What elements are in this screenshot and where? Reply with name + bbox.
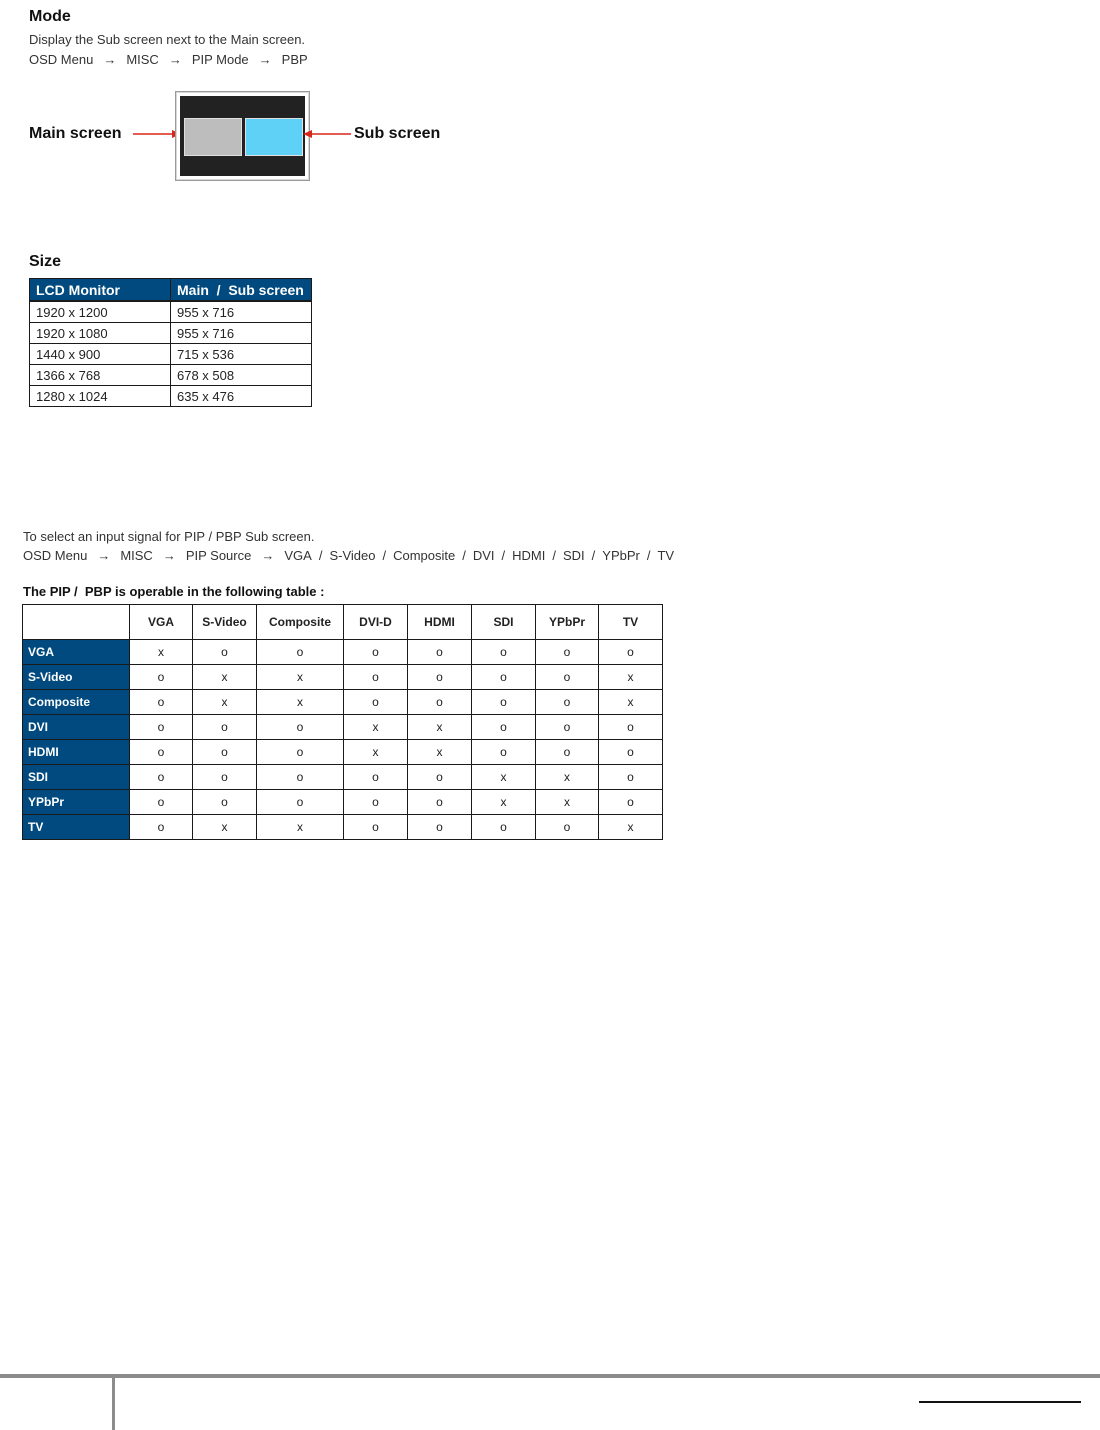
compat-cell: x xyxy=(344,715,408,740)
compat-cell: o xyxy=(599,640,663,665)
window-size: 955 x 716 xyxy=(171,323,312,344)
sub-screen-pane xyxy=(245,118,303,156)
window-size: 715 x 536 xyxy=(171,344,312,365)
compat-cell: o xyxy=(344,815,408,840)
table-row xyxy=(23,640,663,665)
compat-cell: o xyxy=(472,690,536,715)
table-row xyxy=(23,790,663,815)
compat-cell: x xyxy=(193,665,257,690)
main-screen-label: Main screen xyxy=(29,125,122,142)
source-option: YPbPr xyxy=(602,548,640,563)
slash-separator: / xyxy=(501,548,506,563)
compat-cell: o xyxy=(408,690,472,715)
compat-cell: o xyxy=(472,740,536,765)
corner-sub-label: Sub xyxy=(98,607,123,622)
path-step: PIP Mode xyxy=(191,52,249,67)
size-heading: Size xyxy=(29,253,62,270)
slash-separator: / xyxy=(382,548,387,563)
corner-header-cell xyxy=(23,605,130,640)
compat-cell: o xyxy=(257,715,344,740)
table-row xyxy=(23,690,663,715)
col-header: SDI xyxy=(472,605,536,640)
arrow-icon: → xyxy=(258,52,272,67)
arrow-icon: → xyxy=(103,52,117,67)
path-step: MISC xyxy=(120,548,153,563)
compat-cell: o xyxy=(599,740,663,765)
row-header: S-Video xyxy=(23,665,130,690)
col-header: DVI-D xyxy=(344,605,408,640)
compat-cell: x xyxy=(472,765,536,790)
compat-cell: o xyxy=(193,640,257,665)
path-step: VGA xyxy=(284,548,312,563)
compat-cell: o xyxy=(472,715,536,740)
size-col-monitor: LCD Monitor xyxy=(30,279,171,302)
compat-cell: x xyxy=(599,815,663,840)
table-row xyxy=(23,665,663,690)
compat-cell: x xyxy=(344,740,408,765)
compat-cell: o xyxy=(536,640,599,665)
slash-separator: / xyxy=(318,548,323,563)
col-header: YPbPr xyxy=(536,605,599,640)
monitor-resolution: 1366 x 768 xyxy=(30,365,171,386)
compat-cell: o xyxy=(408,765,472,790)
source-option: SDI xyxy=(562,548,585,563)
compat-cell: x xyxy=(257,690,344,715)
compat-table-caption: The PIP / PBP is operable in the following table : xyxy=(23,584,325,599)
footer-divider xyxy=(0,1374,1100,1378)
table-row xyxy=(23,715,663,740)
compat-cell: o xyxy=(130,715,193,740)
compat-cell: o xyxy=(472,815,536,840)
table-row xyxy=(30,365,312,386)
row-header: SDI xyxy=(23,765,130,790)
compat-cell: x xyxy=(408,715,472,740)
compat-cell: x xyxy=(193,815,257,840)
col-header: S-Video xyxy=(193,605,257,640)
sub-screen-pointer-arrow xyxy=(303,126,351,142)
compat-header-row xyxy=(23,605,663,640)
arrow-icon: → xyxy=(162,548,176,563)
slash-separator: / xyxy=(552,548,556,563)
main-screen-pointer-arrow xyxy=(133,126,181,142)
path-step: PIP Source xyxy=(185,548,252,563)
pip-compatibility-table xyxy=(22,604,663,840)
compat-cell: o xyxy=(344,790,408,815)
monitor-resolution: 1920 x 1080 xyxy=(30,323,171,344)
source-option: HDMI xyxy=(512,548,546,563)
window-size: 678 x 508 xyxy=(171,365,312,386)
row-header: HDMI xyxy=(23,740,130,765)
col-header: HDMI xyxy=(408,605,472,640)
compat-cell: x xyxy=(599,690,663,715)
compat-cell: o xyxy=(408,665,472,690)
footer-vertical-bar xyxy=(112,1378,115,1430)
compat-cell: o xyxy=(130,665,193,690)
table-row xyxy=(23,815,663,840)
table-row xyxy=(30,301,312,323)
compat-cell: x xyxy=(536,765,599,790)
monitor-resolution: 1440 x 900 xyxy=(30,344,171,365)
compat-cell: o xyxy=(599,790,663,815)
compat-cell: x xyxy=(408,740,472,765)
compat-cell: o xyxy=(130,740,193,765)
compat-cell: o xyxy=(130,765,193,790)
source-option: TV xyxy=(657,548,675,563)
compat-cell: x xyxy=(257,665,344,690)
compat-cell: o xyxy=(193,740,257,765)
path-step: OSD Menu xyxy=(29,52,94,67)
sub-screen-label: Sub screen xyxy=(354,125,441,142)
row-header: VGA xyxy=(23,640,130,665)
size-table xyxy=(29,278,312,407)
compat-cell: o xyxy=(599,715,663,740)
compat-cell: o xyxy=(536,690,599,715)
compat-cell: o xyxy=(130,790,193,815)
compat-cell: o xyxy=(408,640,472,665)
compat-cell: o xyxy=(344,665,408,690)
compat-cell: o xyxy=(472,665,536,690)
compat-cell: x xyxy=(130,640,193,665)
source-option: S-Video xyxy=(329,548,376,563)
slash-separator: / xyxy=(646,548,651,563)
compat-cell: o xyxy=(536,815,599,840)
compat-cell: o xyxy=(536,740,599,765)
mode-heading: Mode xyxy=(29,8,71,25)
compat-cell: o xyxy=(257,740,344,765)
pbp-monitor-diagram xyxy=(175,91,310,181)
arrow-icon: → xyxy=(168,52,182,67)
col-header: TV xyxy=(599,605,663,640)
col-header: Composite xyxy=(257,605,344,640)
monitor-resolution: 1920 x 1200 xyxy=(30,301,171,323)
compat-cell: o xyxy=(130,690,193,715)
compat-cell: o xyxy=(257,790,344,815)
footer-rule xyxy=(919,1401,1081,1403)
source-option: Composite xyxy=(393,548,456,563)
arrow-icon: → xyxy=(261,548,275,563)
source-description: To select an input signal for PIP / PBP Sub screen. xyxy=(23,529,315,544)
compat-cell: x xyxy=(193,690,257,715)
compat-cell: o xyxy=(257,765,344,790)
compat-cell: o xyxy=(536,665,599,690)
compat-cell: o xyxy=(408,790,472,815)
monitor-display xyxy=(180,96,305,176)
compat-cell: o xyxy=(193,790,257,815)
path-step: OSD Menu xyxy=(23,548,88,563)
compat-cell: o xyxy=(536,715,599,740)
compat-cell: x xyxy=(472,790,536,815)
source-menu-path xyxy=(23,548,674,563)
source-option: DVI xyxy=(472,548,495,563)
compat-cell: o xyxy=(193,765,257,790)
size-col-main-sub: Main / Sub screen xyxy=(171,279,312,302)
table-row xyxy=(23,740,663,765)
row-header: Composite xyxy=(23,690,130,715)
table-row xyxy=(23,765,663,790)
table-row xyxy=(30,323,312,344)
compat-cell: o xyxy=(344,640,408,665)
path-step: PBP xyxy=(281,52,308,67)
compat-cell: o xyxy=(344,765,408,790)
compat-cell: o xyxy=(408,815,472,840)
table-row xyxy=(30,344,312,365)
window-size: 635 x 476 xyxy=(171,386,312,407)
mode-description: Display the Sub screen next to the Main screen. xyxy=(29,32,306,47)
col-header: VGA xyxy=(130,605,193,640)
slash-separator: / xyxy=(591,548,596,563)
row-header: YPbPr xyxy=(23,790,130,815)
compat-cell: o xyxy=(599,765,663,790)
path-step: MISC xyxy=(126,52,159,67)
main-screen-pane xyxy=(184,118,242,156)
compat-cell: o xyxy=(344,690,408,715)
mode-menu-path xyxy=(29,52,308,67)
compat-cell: o xyxy=(130,815,193,840)
compat-cell: o xyxy=(257,640,344,665)
row-header: TV xyxy=(23,815,130,840)
corner-main-label: Main xyxy=(29,621,59,636)
monitor-resolution: 1280 x 1024 xyxy=(30,386,171,407)
compat-cell: o xyxy=(193,715,257,740)
compat-cell: o xyxy=(472,640,536,665)
window-size: 955 x 716 xyxy=(171,301,312,323)
size-table-header-row xyxy=(30,279,312,302)
compat-cell: x xyxy=(257,815,344,840)
row-header: DVI xyxy=(23,715,130,740)
table-row xyxy=(30,386,312,407)
slash-separator: / xyxy=(462,548,466,563)
arrow-icon: → xyxy=(97,548,111,563)
compat-cell: x xyxy=(599,665,663,690)
compat-cell: x xyxy=(536,790,599,815)
